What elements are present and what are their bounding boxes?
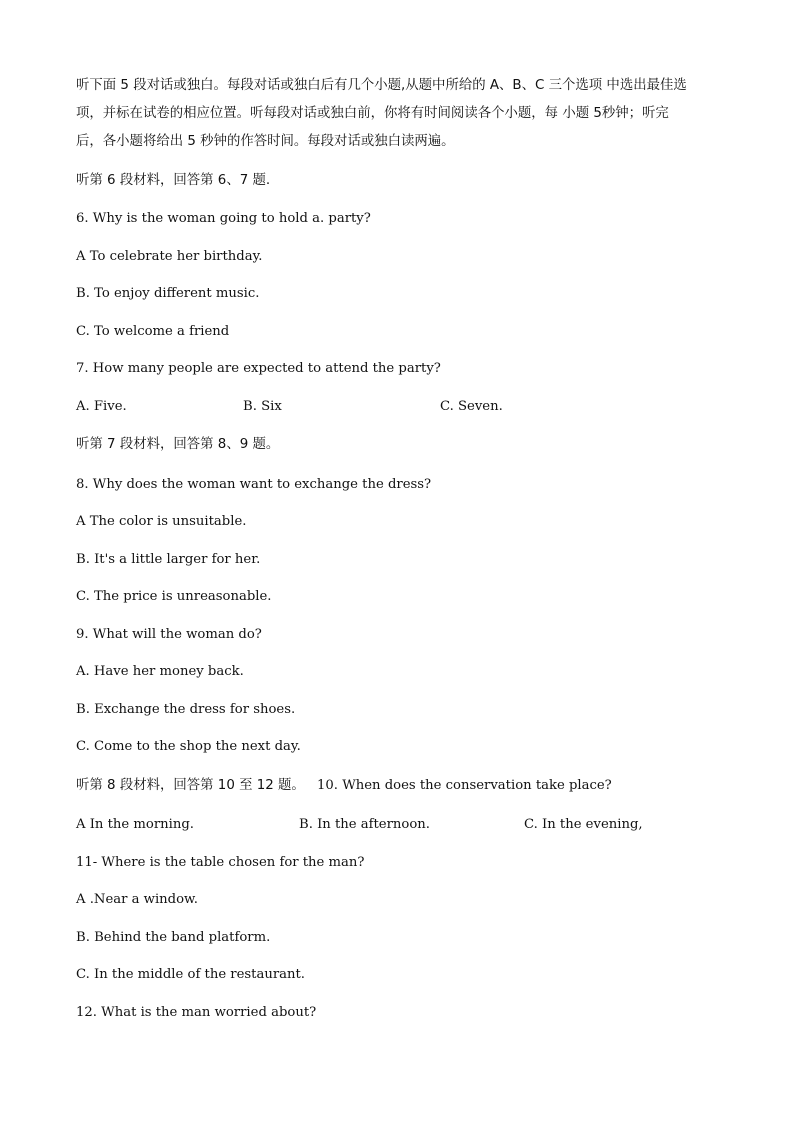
q7-option-b: B. Six [243, 399, 282, 414]
q8-option-a: A The color is unsuitable. [76, 514, 247, 529]
question-7: 7. How many people are expected to attend the party? [76, 361, 441, 376]
section-6-heading: 听第 6 段材料，回答第 6、7 题. [76, 173, 271, 188]
q8-option-c: C. The price is unreasonable. [76, 589, 272, 604]
q7-option-a: A. Five. [76, 399, 127, 414]
question-10: 10. When does the conservation take place? [317, 778, 612, 793]
q6-option-a: A To celebrate her birthday. [76, 249, 263, 264]
question-12: 12. What is the man worried about? [76, 1005, 317, 1020]
q10-option-a: A In the morning. [76, 817, 194, 832]
q7-option-c: C. Seven. [440, 399, 503, 414]
q9-option-a: A. Have her money back. [76, 664, 244, 679]
q9-option-c: C. Come to the shop the next day. [76, 739, 301, 754]
q11-option-a: A .Near a window. [76, 892, 198, 907]
q10-option-b: B. In the afternoon. [299, 817, 430, 832]
q6-option-b: B. To enjoy different music. [76, 286, 260, 301]
section-8-heading: 听第 8 段材料，回答第 10 至 12 题。 [76, 778, 305, 793]
question-11: 11- Where is the table chosen for the man? [76, 855, 365, 870]
section-8-heading-with-question-10 [76, 777, 612, 795]
instruction-line-3: 后，各小题将给出 5 秒钟的作答时间。每段对话或独白读两遍。 [76, 134, 455, 149]
q11-option-b: B. Behind the band platform. [76, 930, 271, 945]
listening-instructions [76, 72, 726, 156]
q11-option-c: C. In the middle of the restaurant. [76, 967, 305, 982]
question-8: 8. Why does the woman want to exchange the dress? [76, 477, 432, 492]
question-6: 6. Why is the woman going to hold a. party? [76, 211, 371, 226]
q10-option-c: C. In the evening, [524, 817, 643, 832]
q9-option-b: B. Exchange the dress for shoes. [76, 702, 296, 717]
instruction-line-2: 项，并标在试卷的相应位置。听每段对话或独白前，你将有时间阅读各个小题，每 小题 5秒钟；听完 [76, 106, 669, 121]
question-9: 9. What will the woman do? [76, 627, 262, 642]
section-7-heading: 听第 7 段材料，回答第 8、9 题。 [76, 437, 280, 452]
q6-option-c: C. To welcome a friend [76, 324, 230, 339]
instruction-line-1: 听下面 5 段对话或独白。每段对话或独白后有几个小题,从题中所给的 A、B、C 三个选项 中选出最佳选 [76, 78, 687, 93]
q8-option-b: B. It's a little larger for her. [76, 552, 261, 567]
